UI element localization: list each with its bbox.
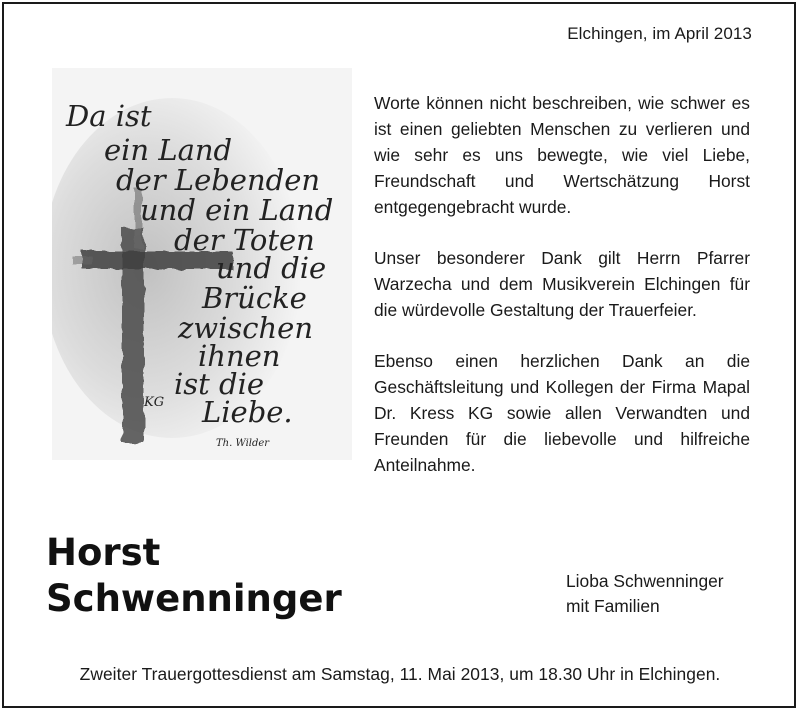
calli-line-4: und ein Land <box>140 193 334 227</box>
calli-line-5: der Toten <box>174 223 315 257</box>
calli-line-6: und die <box>216 251 327 285</box>
signer-family: mit Familien <box>566 596 660 616</box>
cross-calligraphy-image <box>52 68 352 460</box>
cross-icon <box>52 68 352 460</box>
signer-block <box>566 569 724 619</box>
author-signature: Th. Wilder <box>216 438 270 449</box>
calli-line-9: ihnen <box>198 339 281 373</box>
calli-line-11: Liebe. <box>202 395 293 429</box>
calli-line-8: zwischen <box>178 311 314 345</box>
paragraph: Unser besonderer Dank gilt Herrn Pfarrer Warzecha und dem Musikverein Elchingen für die würdevolle Gestaltung der Trauerfeier. <box>374 248 750 320</box>
thanks-text <box>374 90 750 503</box>
dateline: Elchingen, im April 2013 <box>567 24 752 43</box>
artist-monogram: KG <box>144 395 165 410</box>
calli-line-2: ein Land <box>104 133 233 167</box>
deceased-name <box>46 530 342 622</box>
calli-line-7: Brücke <box>202 281 307 315</box>
calli-line-3: der Lebenden <box>116 163 321 197</box>
calli-line-1: Da ist <box>66 99 152 133</box>
paragraph: Worte können nicht beschreiben, wie schwer es ist einen geliebten Menschen zu verlieren und wie sehr es uns bewegte, wie viel Liebe, Freundschaft und Wertschätzung Horst entgegengebracht wurde. <box>374 93 750 217</box>
signer-name: Lioba Schwenninger <box>566 571 724 591</box>
service-notice: Zweiter Trauergottesdienst am Samstag, 11. Mai 2013, um 18.30 Uhr in Elchingen. <box>79 664 721 684</box>
paragraph: Ebenso einen herzlichen Dank an die Geschäftsleitung und Kollegen der Firma Mapal Dr. Kress KG sowie allen Verwandten und Freunden für die liebevolle und hilfreiche Anteilnahme. <box>374 351 750 475</box>
last-name: Schwenninger <box>46 577 342 620</box>
first-name: Horst <box>46 531 161 574</box>
calli-line-10: ist die <box>174 367 265 401</box>
